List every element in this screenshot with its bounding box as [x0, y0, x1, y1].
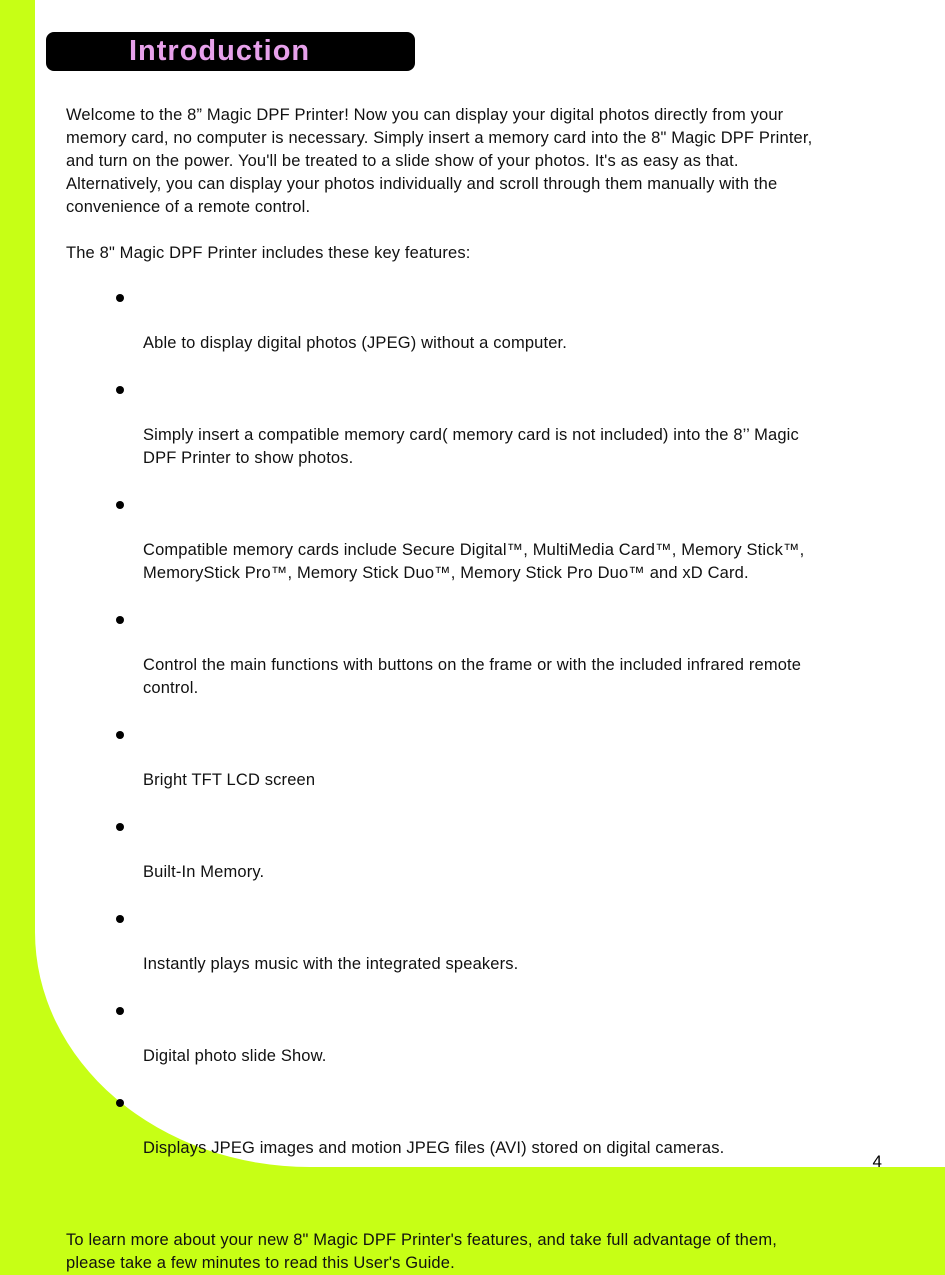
- feature-text: Instantly plays music with the integrated speakers.: [143, 955, 519, 973]
- feature-text: Compatible memory cards include Secure Digital™, MultiMedia Card™, Memory Stick™, MemoryStick Pro™, Memory Stick Duo™, Memory Stick Pro Duo™ and xD Card.: [143, 541, 805, 582]
- intro-paragraph: Welcome to the 8” Magic DPF Printer! Now you can display your digital photos directly from your memory card, no computer is necessary. Simply insert a memory card into the 8" Magic DPF Printer, and turn on the power. You'll be treated to a slide show of your photos. It's as easy as that. Alternatively, you can display your photos individually and scroll through them manually with the convenience of a remote control.: [66, 106, 813, 216]
- features-heading: The 8" Magic DPF Printer includes these key features:: [66, 244, 471, 262]
- feature-list: [66, 286, 911, 1160]
- feature-text: Control the main functions with buttons on the frame or with the included infrared remote control.: [143, 656, 802, 697]
- list-item: [66, 1091, 911, 1160]
- content-body: [66, 104, 911, 1275]
- closing-paragraph: To learn more about your new 8" Magic DPF Printer's features, and take full advantage of them, please take a few minutes to read this User's Guide.: [66, 1231, 777, 1272]
- page-number: 4: [872, 1152, 882, 1171]
- list-item: [66, 608, 911, 700]
- feature-text: Simply insert a compatible memory card( memory card is not included) into the 8’’ Magic DPF Printer to show photos.: [143, 426, 799, 467]
- bullet-icon: [116, 823, 124, 831]
- list-item: [66, 378, 911, 470]
- list-item: [66, 999, 911, 1068]
- feature-text: Built-In Memory.: [143, 863, 265, 881]
- bullet-icon: [116, 1007, 124, 1015]
- bullet-icon: [116, 616, 124, 624]
- bullet-icon: [116, 1099, 124, 1107]
- bullet-icon: [116, 915, 124, 923]
- bullet-icon: [116, 501, 124, 509]
- bullet-icon: [116, 731, 124, 739]
- bullet-icon: [116, 294, 124, 302]
- feature-text: Bright TFT LCD screen: [143, 771, 316, 789]
- list-item: [66, 815, 911, 884]
- section-title-bar: [46, 32, 415, 71]
- list-item: [66, 907, 911, 976]
- page-title: Introduction: [129, 35, 311, 67]
- list-item: [66, 493, 911, 585]
- feature-text: Displays JPEG images and motion JPEG files (AVI) stored on digital cameras.: [143, 1139, 725, 1157]
- list-item: [66, 286, 911, 355]
- list-item: [66, 723, 911, 792]
- bullet-icon: [116, 386, 124, 394]
- feature-text: Able to display digital photos (JPEG) without a computer.: [143, 334, 568, 352]
- feature-text: Digital photo slide Show.: [143, 1047, 327, 1065]
